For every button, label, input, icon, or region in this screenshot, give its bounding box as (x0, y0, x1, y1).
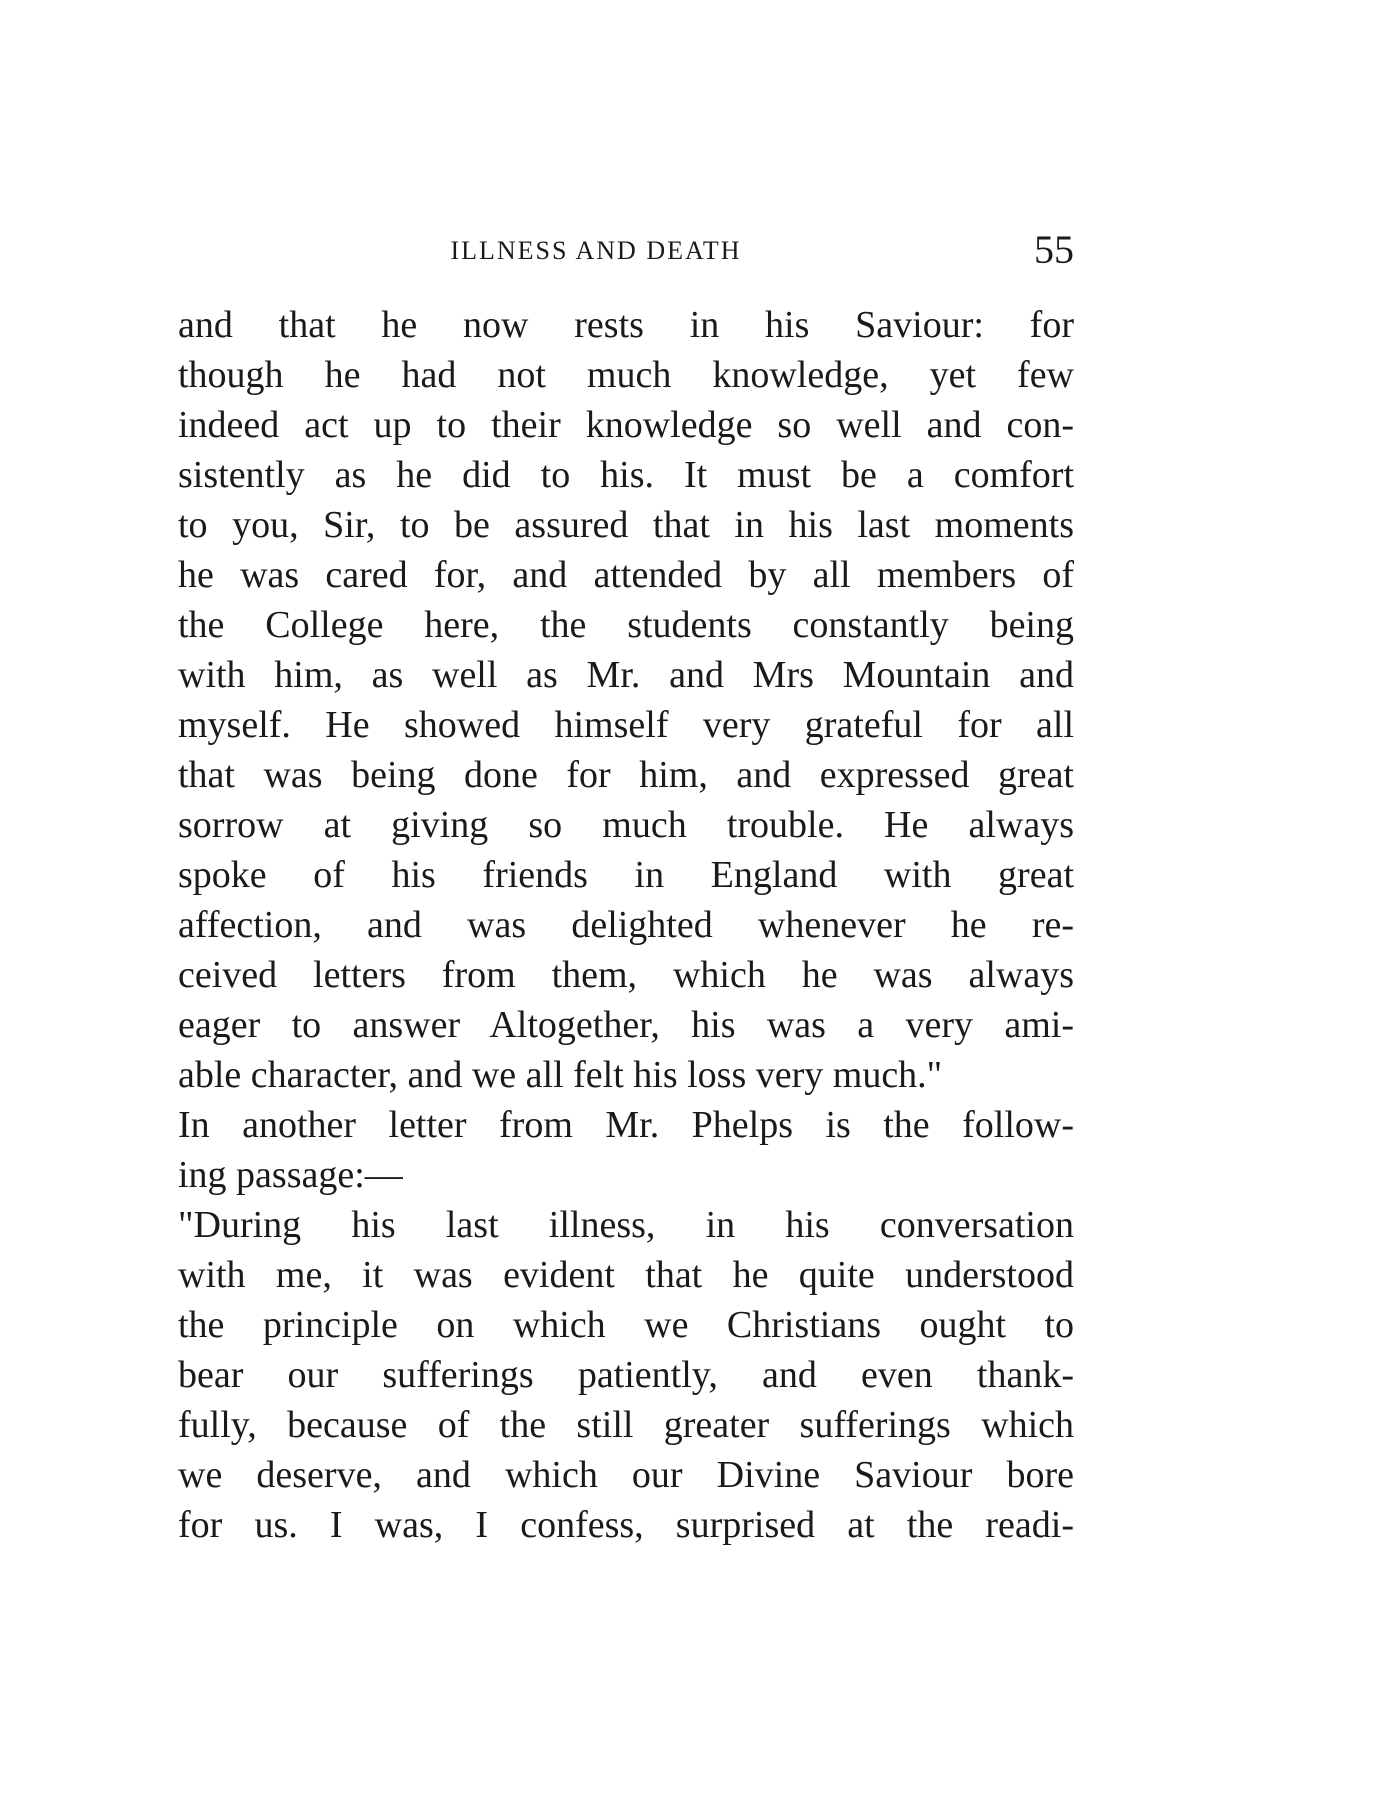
text-line: indeed act up to their knowledge so well and con- (178, 404, 1074, 446)
body-text (178, 300, 1074, 1550)
text-line: with me, it was evident that he quite understood (178, 1254, 1074, 1296)
text-line: ceived letters from them, which he was always (178, 954, 1074, 996)
text-line: and that he now rests in his Saviour: for (178, 304, 1074, 346)
text-line: spoke of his friends in England with great (178, 854, 1074, 896)
text-line: the College here, the students constantly being (178, 604, 1074, 646)
text-line: myself. He showed himself very grateful for all (178, 704, 1074, 746)
text-line: fully, because of the still greater sufferings which (178, 1404, 1074, 1446)
text-line: bear our sufferings patiently, and even thank- (178, 1354, 1074, 1396)
text-line: sistently as he did to his. It must be a comfort (178, 454, 1074, 496)
text-line: In another letter from Mr. Phelps is the follow- (178, 1104, 1074, 1146)
chapter-title: ILLNESS AND DEATH (450, 236, 742, 265)
text-line: able character, and we all felt his loss very much." (178, 1054, 943, 1096)
text-line: he was cared for, and attended by all members of (178, 554, 1074, 596)
text-line: "During his last illness, in his conversation (178, 1204, 1074, 1246)
text-line: ing passage:— (178, 1154, 403, 1196)
text-line: that was being done for him, and expressed great (178, 754, 1074, 796)
text-line: affection, and was delighted whenever he re- (178, 904, 1074, 946)
text-line: for us. I was, I confess, surprised at the readi- (178, 1504, 1074, 1546)
text-line: to you, Sir, to be assured that in his last moments (178, 504, 1074, 546)
text-line: eager to answer Altogether, his was a very ami- (178, 1004, 1074, 1046)
text-line: though he had not much knowledge, yet few (178, 354, 1074, 396)
text-line: with him, as well as Mr. and Mrs Mountain and (178, 654, 1074, 696)
text-line: we deserve, and which our Divine Saviour bore (178, 1454, 1074, 1496)
text-line: the principle on which we Christians ought to (178, 1304, 1074, 1346)
running-head (178, 228, 1074, 278)
page-number: 55 (1034, 227, 1074, 272)
text-line: sorrow at giving so much trouble. He always (178, 804, 1074, 846)
